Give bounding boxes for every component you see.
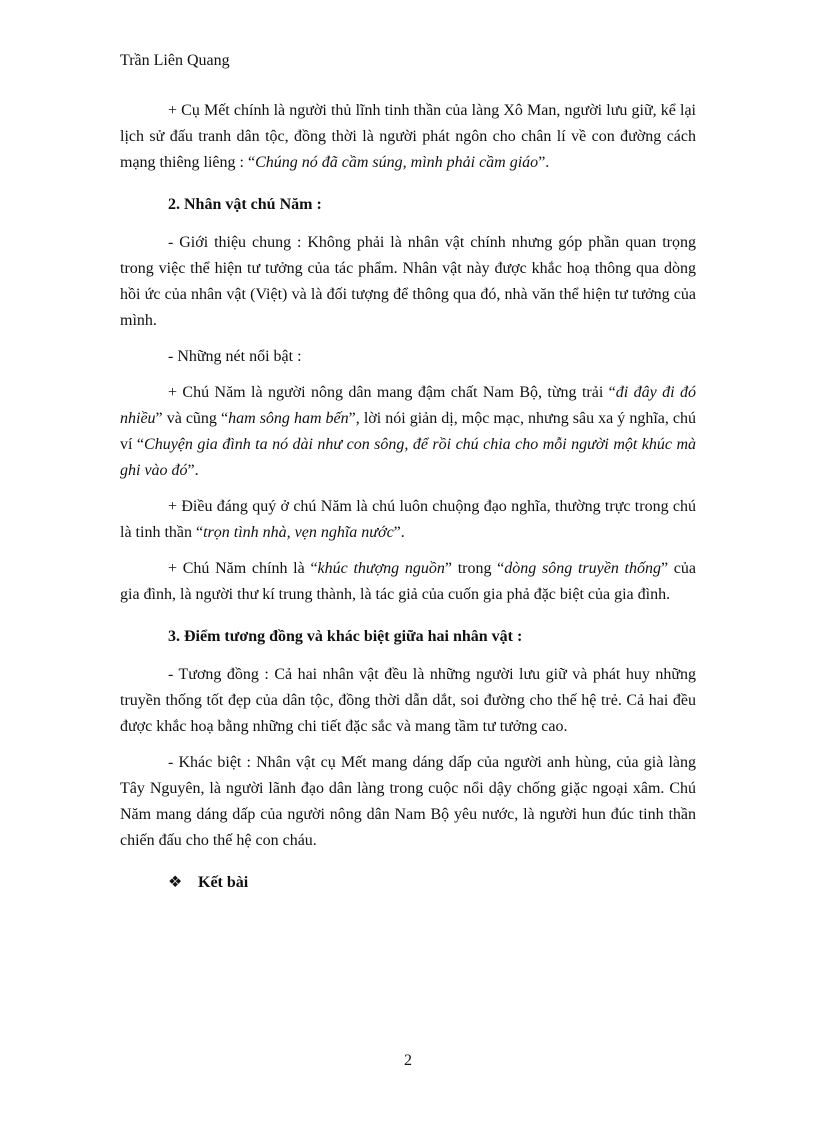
text-run: + Cụ Mết chính là người thủ lĩnh tinh thần của làng Xô Man, người lưu giữ, kể lại lịch sử đấu tranh dân tộc, đồng thời là người phát ngôn cho chân lí về con đường cách mạng thiêng liêng : “ (120, 102, 696, 171)
text-run: ”. (538, 154, 550, 171)
paragraph-cu-met-role (120, 98, 696, 176)
paragraph-intro-chu-nam (120, 230, 696, 334)
text-run: ”, lời nói giản dị, mộc mạc, nhưng sâu xa ý nghĩa, chú ví “ (120, 410, 697, 453)
conclusion-heading-label: Kết bài (198, 874, 249, 891)
text-run: ”. (393, 524, 405, 541)
running-header-author: Trần Liên Quang (120, 52, 230, 69)
text-run: ” trong “ (444, 560, 505, 577)
text-run: ” và cũng “ (155, 410, 229, 427)
italic-quote: Chúng nó đã cầm súng, mình phải cầm giáo (255, 154, 539, 171)
text-run: - Những nét nổi bật : (168, 348, 302, 365)
paragraph-notable-features-label (120, 344, 696, 370)
text-run: + Chú Năm chính là “ (168, 560, 318, 577)
section-heading-comparison (120, 624, 696, 650)
paragraph-chu-nam-farmer (120, 380, 696, 484)
page-number: 2 (404, 1052, 412, 1069)
paragraph-similarities (120, 662, 696, 740)
text-run: + Điều đáng quý ở chú Năm là chú luôn chuộng đạo nghĩa, thường trực trong chú là tinh thần “ (120, 498, 696, 541)
text-run: - Giới thiệu chung : Không phải là nhân vật chính nhưng góp phần quan trọng trong việc thể hiện tư tưởng của tác phẩm. Nhân vật này được khắc hoạ thông qua dòng hồi ức của nhân vật (Việt) và là đối tượng để thông qua đó, nhà văn thể hiện tư tưởng của mình. (120, 234, 696, 329)
conclusion-heading (168, 870, 696, 896)
diamond-bullet-icon: ❖ (168, 874, 183, 891)
italic-quote: dòng sông truyền thống (504, 560, 661, 577)
text-run: + Chú Năm là người nông dân mang đậm chất Nam Bộ, từng trải “ (168, 384, 616, 401)
document-body (120, 98, 696, 896)
paragraph-differences (120, 750, 696, 854)
text-run: ”. (187, 462, 199, 479)
italic-quote: Chuyện gia đình ta nó dài như con sông, để rồi chú chia cho mỗi người một khúc mà ghi vào đó (120, 436, 697, 479)
text-run: 2. Nhân vật chú Năm : (168, 196, 322, 213)
italic-quote: đi đây đi đó nhiều (120, 384, 696, 427)
paragraph-chu-nam-virtue (120, 494, 696, 546)
paragraph-chu-nam-source (120, 556, 696, 608)
section-heading-chu-nam (120, 192, 696, 218)
italic-quote: ham sông ham bến (228, 410, 349, 427)
italic-quote: khúc thượng nguồn (317, 560, 445, 577)
text-run: - Tương đồng : Cả hai nhân vật đều là những người lưu giữ và phát huy những truyền thống tốt đẹp của dân tộc, đồng thời dẫn dắt, soi đường cho thế hệ trẻ. Cả hai đều được khắc hoạ bằng những chi tiết đặc sắc và mang tầm tư tưởng cao. (120, 666, 696, 735)
italic-quote: trọn tình nhà, vẹn nghĩa nước (203, 524, 394, 541)
text-run: - Khác biệt : Nhân vật cụ Mết mang dáng dấp của người anh hùng, của già làng Tây Nguyên, là người lãnh đạo dân làng trong cuộc nổi dậy chống giặc ngoại xâm. Chú Năm mang dáng dấp của người nông dân Nam Bộ yêu nước, là người hun đúc tinh thần chiến đấu cho thế hệ con cháu. (120, 754, 696, 849)
text-run: ” của gia đình, là người thư kí trung thành, là tác giả của cuốn gia phả đặc biệt của gia đình. (120, 560, 696, 603)
text-run: 3. Điểm tương đồng và khác biệt giữa hai nhân vật : (168, 628, 523, 645)
